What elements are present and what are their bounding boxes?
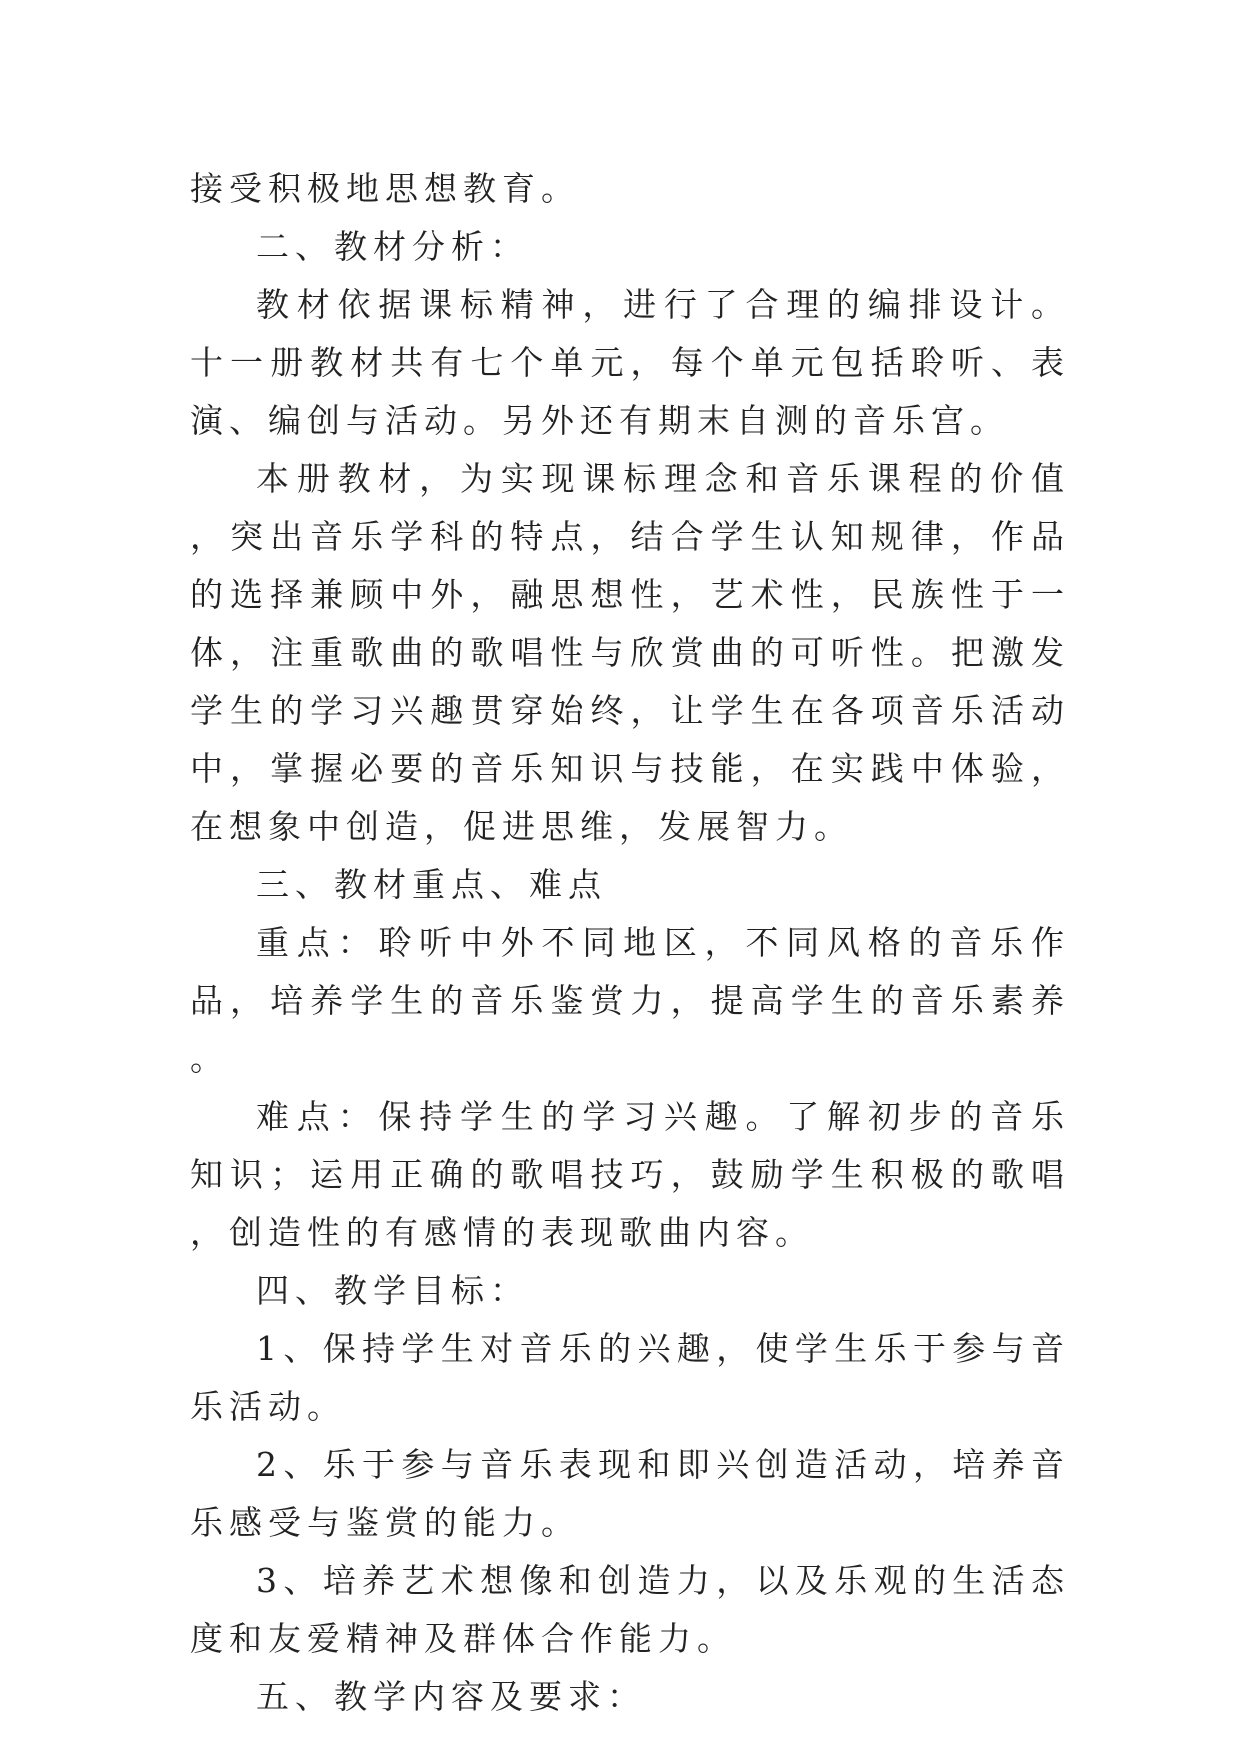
paragraph-textbook-design: 教材依据课标精神，进行了合理的编排设计。十一册教材共有七个单元，每个单元包括聆听、表演、编创与活动。另外还有期末自测的音乐宫。 [190,285,1070,440]
paragraph-continuation: 接受积极地思想教育。 [190,169,580,208]
paragraph-textbook-features: 本册教材，为实现课标理念和音乐课程的价值，突出音乐学科的特点，结合学生认知规律，作品的选择兼顾中外，融思想性，艺术性，民族性于一体，注重歌曲的歌唱性与欣赏曲的可听性。把激发学生的学习兴趣贯穿始终，让学生在各项音乐活动中，掌握必要的音乐知识与技能，在实践中体验，在想象中创造，促进思维，发展智力。 [190,459,1070,846]
list-item-goal-1: 1、保持学生对音乐的兴趣，使学生乐于参与音乐活动。 [190,1329,1070,1426]
section-heading-teaching-goals: 四、教学目标： [256,1271,529,1310]
list-item-goal-2: 2、乐于参与音乐表现和即兴创造活动，培养音乐感受与鉴赏的能力。 [190,1445,1070,1542]
section-heading-key-difficult-points: 三、教材重点、难点 [256,865,607,904]
paragraph-difficult-points: 难点：保持学生的学习兴趣。了解初步的音乐知识；运用正确的歌唱技巧，鼓励学生积极的歌唱，创造性的有感情的表现歌曲内容。 [190,1097,1070,1252]
section-heading-textbook-analysis: 二、教材分析： [256,227,529,266]
paragraph-key-points: 重点：聆听中外不同地区，不同风格的音乐作品，培养学生的音乐鉴赏力，提高学生的音乐素养。 [190,923,1070,1078]
document-body [190,160,1070,1726]
section-heading-teaching-content: 五、教学内容及要求： [256,1677,646,1716]
list-item-goal-3: 3、培养艺术想像和创造力，以及乐观的生活态度和友爱精神及群体合作能力。 [190,1561,1070,1658]
